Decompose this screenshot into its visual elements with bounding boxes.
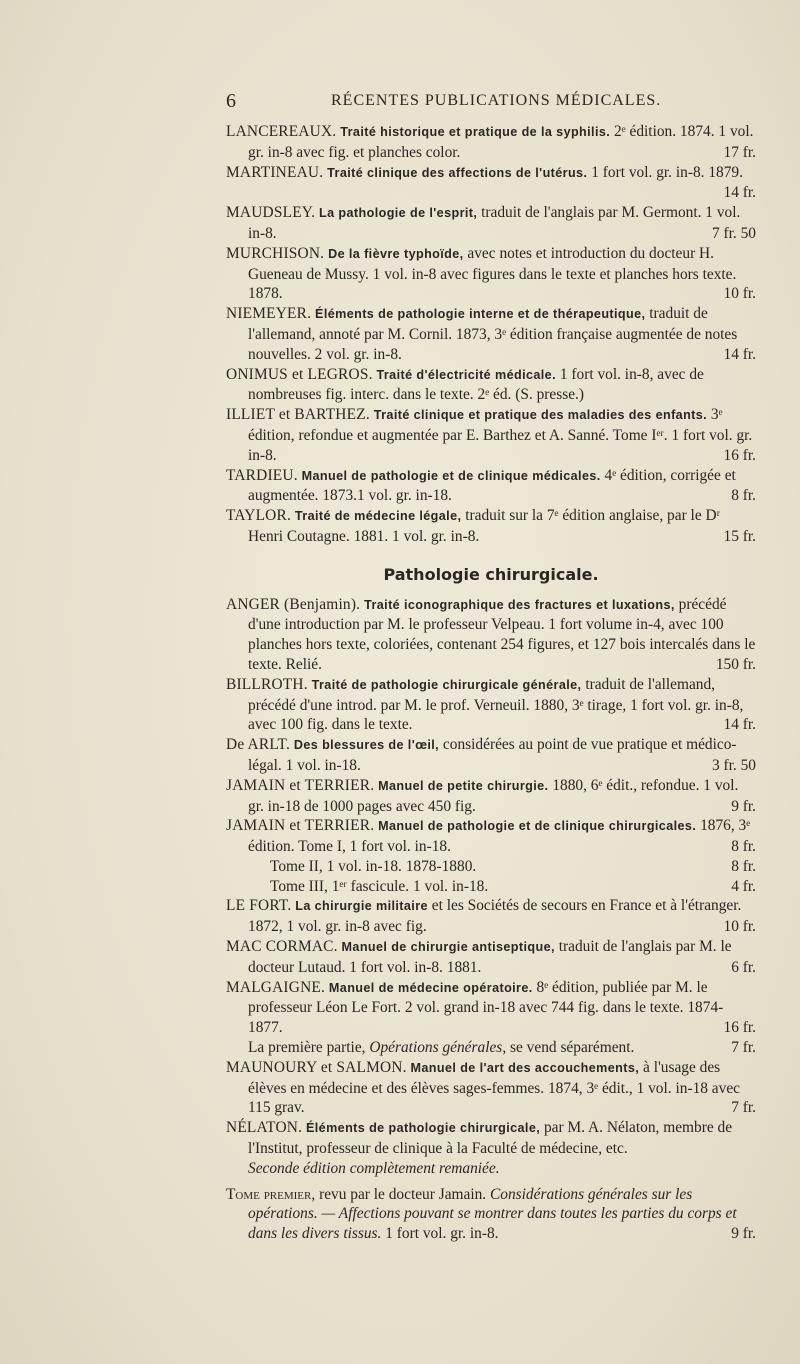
entry-description: 3ᵉ édition, refondue et augmentée par E. Barthez et A. Sanné. Tome Iᵉʳ. 1 fort vol. gr. in-8. — [248, 406, 753, 464]
price: 10 fr. — [723, 918, 756, 936]
price: 17 fr. — [723, 143, 756, 161]
price: 4 fr. — [731, 877, 756, 895]
catalog-entry — [226, 937, 756, 978]
entry-title: Manuel de pathologie et de clinique chirurgicales. — [378, 819, 697, 834]
entry-author: ONIMUS et LEGROS. — [226, 365, 373, 383]
entry-title: De la fièvre typhoïde, — [328, 246, 464, 261]
entries-tomes — [226, 857, 756, 897]
catalog-content — [226, 122, 756, 1244]
catalog-entry — [226, 595, 756, 675]
catalog-entry — [226, 506, 756, 547]
entry-title: Traité de médecine légale, — [294, 509, 462, 524]
entry-description: précédé d'une introduction par M. le professeur Velpeau. 1 fort volume in-4, avec 100 planches hors texte, coloriées, contenant 254 figures, et 127 bois intercalés dans le texte. Relié. — [248, 595, 756, 673]
tome-entry — [226, 877, 756, 897]
entry-title: Manuel de pathologie et de clinique médicales. — [301, 468, 601, 483]
catalog-entry — [226, 163, 756, 202]
entry-description: à l'usage des élèves en médecine et des élèves sages-femmes. 1874, 3ᵉ édit., 1 vol. in-18 avec 115 grav. — [248, 1058, 740, 1117]
tome-text: Tome II, 1 vol. in-18. 1878-1880. — [270, 857, 477, 875]
entry-author: MAUDSLEY. — [226, 204, 316, 222]
page-header — [226, 90, 786, 120]
entry-description: traduit de l'anglais par M. le docteur Lutaud. 1 fort vol. in-8. 1881. — [248, 938, 732, 976]
entry-description: 4ᵉ édition, corrigée et augmentée. 1873.1 vol. gr. in-18. — [248, 466, 736, 505]
running-title: RÉCENTES PUBLICATIONS MÉDICALES. — [331, 92, 662, 109]
entry-author: JAMAIN et TERRIER. — [226, 817, 375, 835]
catalog-entry — [226, 776, 756, 817]
price: 7 fr. — [731, 1099, 756, 1117]
entry-description: traduit de l'anglais par M. Germont. 1 vol. in-8. — [248, 204, 741, 242]
price: 8 fr. — [731, 487, 756, 505]
catalog-entry — [226, 365, 756, 406]
catalog-entry — [226, 304, 756, 364]
entry-author: NIEMEYER. — [226, 305, 312, 323]
entry-title: Manuel de petite chirurgie. — [378, 778, 549, 793]
entry-description: traduit de l'allemand, précédé d'une introd. par M. le prof. Verneuil. 1880, 3ᵉ tirage, 1 fort vol. gr. in-8, avec 100 fig. dans le texte. — [248, 675, 744, 734]
price: 16 fr. — [723, 446, 756, 464]
price: 15 fr. — [723, 527, 756, 545]
entry-title: Traité d'électricité médicale. — [376, 367, 556, 382]
catalog-entry — [226, 203, 756, 244]
entry-author: ANGER (Benjamin). — [226, 595, 361, 613]
entry-author: BILLROTH. — [226, 675, 308, 693]
entry-title: Traité de pathologie chirurgicale générale, — [311, 677, 582, 692]
price: 9 fr. — [731, 1225, 756, 1243]
catalog-entry — [226, 735, 756, 776]
entry-author: ILLIET et BARTHEZ. — [226, 406, 370, 424]
entries-medical — [226, 122, 756, 547]
entry-author: TAYLOR. — [226, 507, 292, 525]
entry-title: Éléments de pathologie chirurgicale, — [305, 1121, 541, 1136]
entry-title: Traité iconographique des fractures et luxations, — [364, 597, 675, 612]
entry-author: LE FORT. — [226, 897, 292, 915]
price: 14 fr. — [723, 716, 756, 734]
entry-author: MAUNOURY et SALMON. — [226, 1058, 407, 1076]
price: 9 fr. — [731, 797, 756, 815]
price: 7 fr. — [731, 1039, 756, 1057]
entry-description: et les Sociétés de secours en France et à l'étranger. 1872, 1 vol. gr. in-8 avec fig. — [248, 897, 742, 936]
catalog-entry — [226, 405, 756, 465]
entry-title: Manuel de chirurgie antiseptique, — [341, 940, 555, 955]
price: 14 fr. — [723, 184, 756, 202]
premiere-partie-note: La première partie, Opérations générales, se vend séparément. 7 fr. — [248, 1039, 756, 1057]
entry-title: Des blessures de l'œil, — [293, 738, 440, 753]
entry-author: LANCEREAUX. — [226, 123, 337, 140]
entries-surgical-2 — [226, 896, 756, 1038]
entry-title: La chirurgie militaire — [295, 899, 428, 914]
entry-author: MALGAIGNE. — [226, 978, 326, 996]
price: 3 fr. 50 — [711, 756, 756, 774]
entry-description: avec notes et introduction du docteur H. Gueneau de Mussy. 1 vol. in-8 avec figures dans le texte et planches hors texte. 1878. — [248, 244, 737, 303]
catalog-entry — [226, 978, 756, 1038]
tome-text: Tome III, 1ᵉʳ fascicule. 1 vol. in-18. — [270, 877, 489, 895]
page-number: 6 — [226, 90, 236, 112]
price: 8 fr. — [731, 838, 756, 856]
entry-author: De ARLT. — [226, 736, 291, 754]
tome-entry — [226, 857, 756, 877]
price: 14 fr. — [723, 345, 756, 363]
entry-description: 1876, 3ᵉ édition. Tome I, 1 fort vol. in-18. — [248, 817, 751, 856]
entry-description: 8ᵉ édition, publiée par M. le professeur Léon Le Fort. 2 vol. grand in-18 avec 744 fig. dans le texte. 1874-1877. — [248, 978, 724, 1037]
price: 7 fr. 50 — [711, 224, 756, 242]
entry-title: La pathologie de l'esprit, — [319, 206, 478, 221]
price: 10 fr. — [723, 285, 756, 303]
price: 6 fr. — [731, 958, 756, 976]
entries-surgical — [226, 595, 756, 857]
price: 8 fr. — [731, 857, 756, 875]
entries-surgical-3 — [226, 1058, 756, 1159]
entry-description: traduit de l'allemand, annoté par M. Cornil. 1873, 3ᵉ édition française augmentée de notes nouvelles. 2 vol. gr. in-8. — [248, 305, 738, 363]
catalog-entry — [226, 896, 756, 937]
entry-title: Traité clinique et pratique des maladies des enfants. — [373, 408, 708, 423]
entry-description: traduit sur la 7ᵉ édition anglaise, par le Dʳ Henri Coutagne. 1881. 1 vol. gr. in-8. — [248, 507, 720, 545]
entry-description: 1 fort vol. in-8, avec de nombreuses fig. interc. dans le texte. 2ᵉ éd. (S. presse.) — [248, 365, 704, 404]
seconde-edition: Seconde édition complètement remaniée. — [248, 1159, 500, 1177]
entry-author: MARTINEAU. — [226, 163, 324, 181]
entry-author: NÉLATON. — [226, 1119, 303, 1137]
catalog-entry — [226, 816, 756, 857]
catalog-entry — [226, 466, 756, 507]
entry-author: MURCHISON. — [226, 244, 325, 262]
tome-premier-entry: Tome premier, revu par le docteur Jamain. Considérations générales sur les opérations. — Affections pouvant se montrer dans toutes les parties du corps et dans les divers tissus. 1 fort vol. gr. in-8. 9 fr. — [226, 1185, 756, 1243]
catalog-entry — [226, 1058, 756, 1118]
catalog-entry — [226, 122, 756, 163]
entry-description: 1 fort vol. gr. in-8. 1879. — [587, 163, 743, 181]
entry-title: Traité clinique des affections de l'utérus. — [327, 165, 588, 180]
entry-title: Manuel de l'art des accouchements, — [410, 1060, 640, 1075]
entry-description: considérées au point de vue pratique et médico-légal. 1 vol. in-18. — [248, 736, 737, 774]
section-title: Pathologie chirurgicale. — [383, 564, 599, 584]
entry-author: MAC CORMAC. — [226, 938, 338, 956]
entry-author: TARDIEU. — [226, 466, 298, 484]
catalog-entry — [226, 244, 756, 304]
entry-author: JAMAIN et TERRIER. — [226, 776, 375, 794]
catalog-entry — [226, 675, 756, 735]
catalog-entry — [226, 1118, 756, 1159]
price: 16 fr. — [723, 1019, 756, 1037]
entry-title: Manuel de médecine opératoire. — [328, 980, 533, 995]
price: 150 fr. — [715, 655, 756, 673]
entry-title: Traité historique et pratique de la syphilis. — [340, 125, 611, 139]
entry-description: 1880, 6ᵉ édit., refondue. 1 vol. gr. in-18 de 1000 pages avec 450 fig. — [248, 776, 739, 815]
entry-description: 2ᵉ édition. 1874. 1 vol. gr. in-8 avec fig. et planches color. — [248, 123, 754, 161]
entry-title: Éléments de pathologie interne et de thérapeutique, — [315, 307, 646, 322]
entry-description: par M. A. Nélaton, membre de l'Institut, professeur de clinique à la Faculté de médecine, etc. — [248, 1119, 733, 1158]
